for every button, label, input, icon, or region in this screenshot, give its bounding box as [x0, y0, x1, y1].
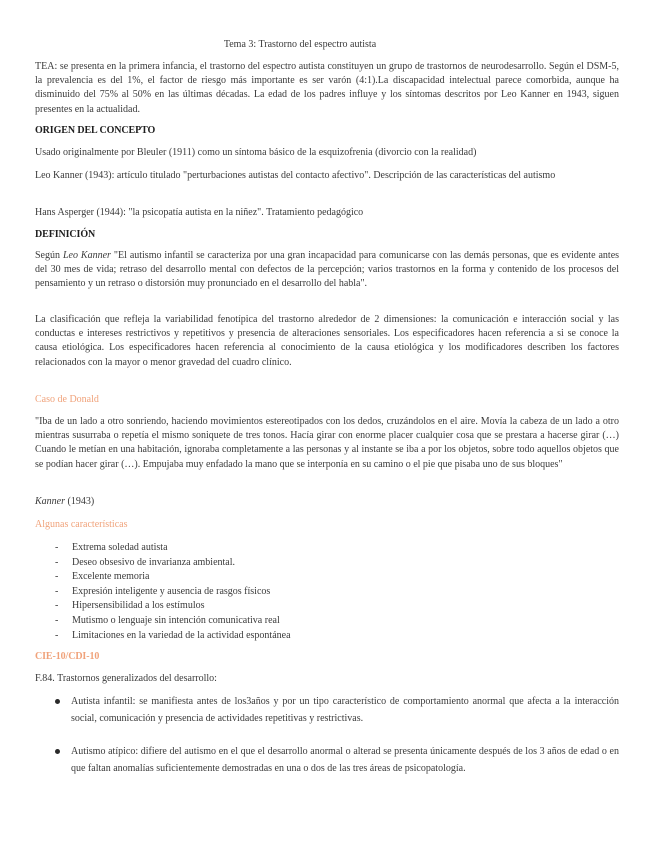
donald-citation: Kanner (1943): [35, 496, 95, 507]
list-item: - Hipersensibilidad a los estímulos: [55, 600, 205, 612]
definicion-paragraph-clasificacion: La clasificación que refleja la variabilidad fenotípica del trastorno alrededor de 2 dimensiones: la comunicación e interacción social y las conductas e intereses restrictivos y repetitivos y presencia de alteraciones sensoriales. Los especificadores hacen referencia a si se conoce la causa etiológica. Los especificadores hacen referencia al conocimiento de la causa etiológica y los modificadores describen los factores relacionados con la mayor o menor gravedad del cuadro clínico.: [35, 314, 619, 368]
caracteristicas-list: [35, 541, 619, 643]
definicion-paragraph-kanner: Según Leo Kanner "El autismo infantil se caracteriza por una gran incapacidad para comunicarse con las demás personas, que es evidente antes del 30 mes de vida; retraso del desarrollo mental con defectos de la percepción; varios trastornos en la forma y contenido de los procesos del pensamiento y un retraso o distorsión muy pronunciado en el desarrollo del habla".: [35, 250, 620, 290]
origen-paragraph-asperger: Hans Asperger (1944): "la psicopatía autista en la niñez". Tratamiento pedagógico: [35, 207, 364, 218]
list-item: - Mutismo o lenguaje sin intención comunicativa real: [55, 614, 280, 626]
bullet-icon: [55, 749, 60, 754]
list-item: - Extrema soledad autista: [55, 542, 168, 553]
author-name: Leo Kanner: [62, 250, 111, 261]
list-item: - Excelente memoria: [55, 571, 150, 583]
page-title: Tema 3: Trastorno del espectro autista: [223, 39, 377, 50]
section-heading-caracteristicas: Algunas características: [35, 519, 128, 530]
section-heading-cie: CIE-10/CDI-10: [35, 651, 100, 662]
cie-list: [35, 694, 619, 777]
cie-intro: F.84. Trastornos generalizados del desarrollo:: [35, 673, 217, 684]
list-item: - Deseo obsesivo de invarianza ambiental.: [55, 556, 235, 568]
donald-quote: "Iba de un lado a otro sonriendo, haciendo movimientos estereotipados con los dedos, cruzándolos en el aire. Movía la cabeza de un lado a otro mientras susurraba o repetía el mismo soniquete de tres tonos. Hacía girar con enorme placer cualquier cosa que se prestara a hacerse girar (…) Cuando le metían en una habitación, ignoraba completamente a las personas y al instante se iba a por los objetos, sobre todo aquellos objetos que se podían hacer girar (…). Empujaba muy enfadado la mano que se interponía en su camino o el pie que pisaba uno de sus bloques": [35, 416, 619, 470]
list-item: - Limitaciones en la variedad de la actividad espontánea: [55, 629, 291, 641]
bullet-icon: [55, 699, 60, 704]
section-heading-origen: ORIGEN DEL CONCEPTO: [35, 125, 156, 136]
intro-paragraph: TEA: se presenta en la primera infancia, el trastorno del espectro autista constituyen un grupo de trastornos de neurodesarrollo. Según el DSM-5, la prevalencia es del 1%, el factor de riesgo más importante es ser varón (4:1).La discapacidad intelectual parece comorbida, aunque ha disminuido del 75% al 50% en las últimas décadas. La edad de los padres influye y los síntomas descritos por Leo Kanner en 1943, siguen presentes en la actualidad.: [35, 61, 619, 115]
list-item: Autista infantil: se manifiesta antes de los3años y por un tipo característico de comportamiento anormal que afecta a la interacción social, comunicación y presencia de actividades repetitivas y restrictivas.: [35, 694, 619, 727]
section-heading-donald: Caso de Donald: [35, 394, 99, 405]
list-item: - Expresión inteligente y ausencia de rasgos físicos: [55, 585, 271, 597]
section-heading-definicion: DEFINICIÓN: [35, 229, 96, 240]
origen-paragraph-bleuler: Usado originalmente por Bleuler (1911) como un síntoma básico de la esquizofrenia (divorcio con la realidad): [35, 147, 477, 158]
origen-paragraph-kanner: Leo Kanner (1943): artículo titulado "perturbaciones autistas del contacto afectivo". Descripción de las características del autismo: [35, 170, 556, 181]
list-item: Autismo atípico: difiere del autismo en el que el desarrollo anormal o alterad se presenta únicamente después de los 3 años de edad o en que faltan anomalías suficientemente demostradas en una o dos de las tres áreas de psicopatología.: [35, 744, 619, 777]
